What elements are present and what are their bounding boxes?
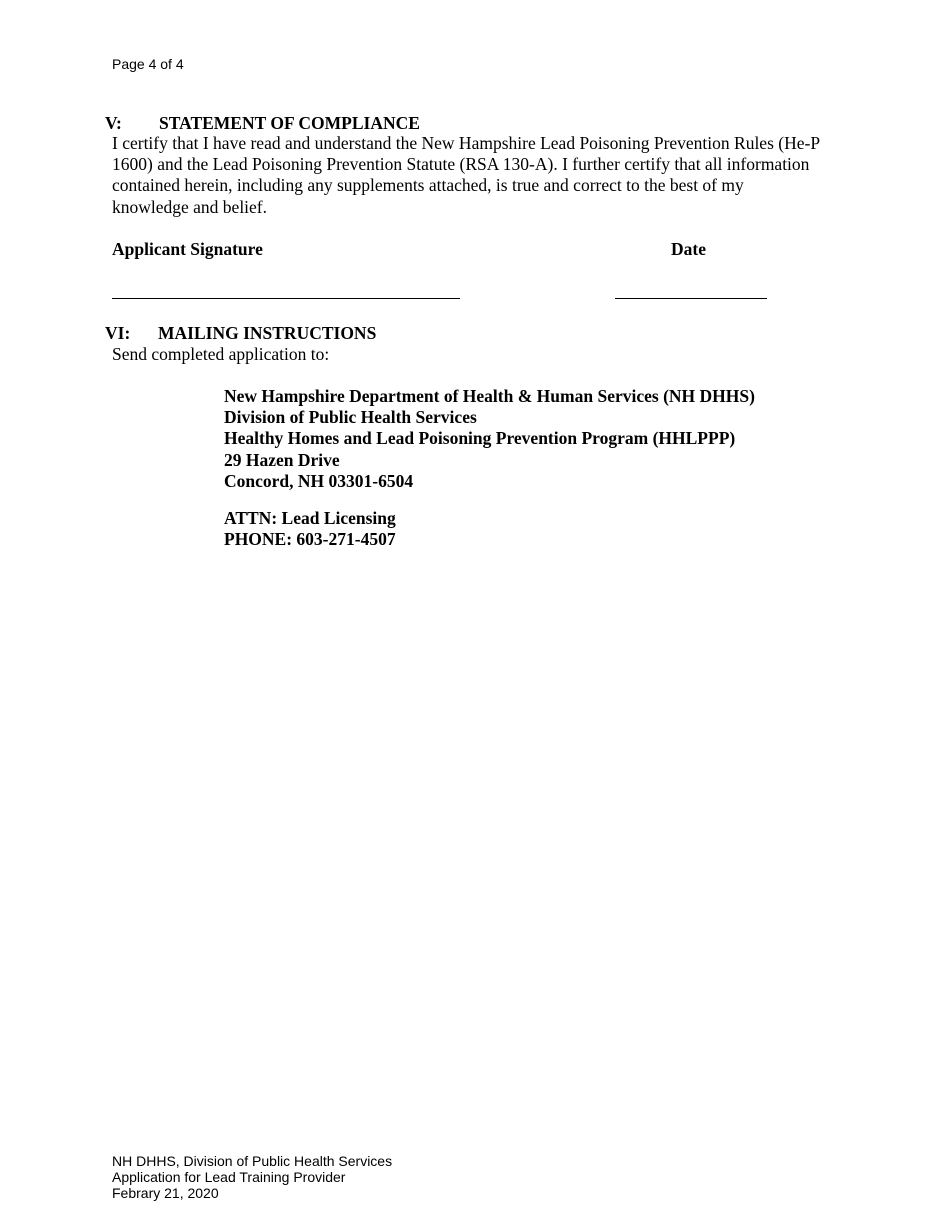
address-line: New Hampshire Department of Health & Human Services (NH DHHS) bbox=[224, 386, 755, 406]
page-number: Page 4 of 4 bbox=[112, 56, 184, 72]
compliance-statement-line: contained herein, including any supplements attached, is true and correct to the best of my bbox=[112, 175, 744, 196]
date-line[interactable] bbox=[615, 298, 767, 299]
section-vi-title: MAILING INSTRUCTIONS bbox=[158, 323, 377, 343]
address-line: Healthy Homes and Lead Poisoning Prevention Program (HHLPPP) bbox=[224, 428, 736, 449]
mailing-address bbox=[224, 386, 755, 492]
footer-line: Application for Lead Training Provider bbox=[112, 1169, 346, 1185]
compliance-statement bbox=[112, 133, 820, 218]
mailing-intro: Send completed application to: bbox=[112, 344, 330, 364]
compliance-statement-line: 1600) and the Lead Poisoning Prevention Statute (RSA 130-A). I further certify that all information bbox=[112, 154, 810, 175]
phone-line: PHONE: 603-271-4507 bbox=[224, 529, 396, 550]
address-line: Division of Public Health Services bbox=[224, 407, 477, 428]
section-vi-number: VI: bbox=[105, 323, 131, 343]
date-label: Date bbox=[671, 239, 706, 259]
compliance-statement-line: I certify that I have read and understand the New Hampshire Lead Poisoning Prevention Rules (He-P bbox=[112, 133, 821, 153]
signature-line[interactable] bbox=[112, 298, 460, 299]
applicant-signature-label: Applicant Signature bbox=[112, 239, 263, 259]
compliance-statement-line: knowledge and belief. bbox=[112, 196, 268, 217]
contact-info bbox=[224, 508, 396, 550]
address-line: Concord, NH 03301-6504 bbox=[224, 470, 414, 491]
section-v-title: STATEMENT OF COMPLIANCE bbox=[159, 113, 420, 133]
footer bbox=[112, 1153, 392, 1201]
attn-line: ATTN: Lead Licensing bbox=[224, 508, 396, 528]
footer-line: NH DHHS, Division of Public Health Services bbox=[112, 1153, 393, 1169]
section-v-number: V: bbox=[105, 113, 122, 133]
footer-line: Febrary 21, 2020 bbox=[112, 1185, 219, 1201]
address-line: 29 Hazen Drive bbox=[224, 449, 340, 470]
